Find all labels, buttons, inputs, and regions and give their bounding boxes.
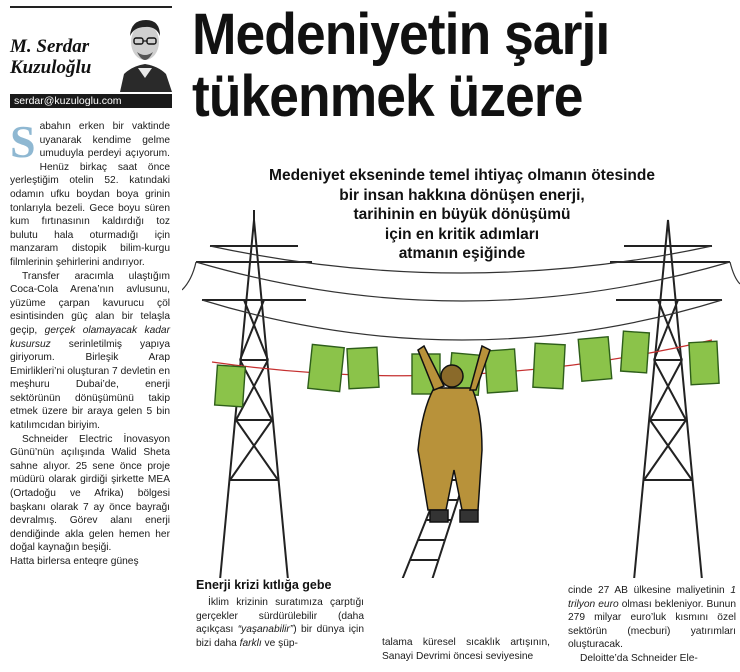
column2-text: İklim krizinin suratımıza çarptığı gerçekler sürdürülebilir (daha açıkçası “yaşanabilir”) bir dünya için bizi daha farklı ve şüp- [196,597,364,649]
headline-line2: tükenmek üzere [192,64,583,129]
column1-p4: Hatta birlersa enteqre güneş [10,556,139,567]
author-photo [116,12,174,92]
column1-p3: Schneider Electric İnovasyon Günü’nün açılışında Walid Sheta sahne alıyor. 25 sene önce proje müdürü olarak girdiği şirkette MEA (Ortadoğu ve Afrika) bölgesi başkanı olarak 7 ay önce bayrağı devralmış. Görev alanı enerji dendiğinde akla gelen hemen her doğal kaynağın beşiği. [10,433,170,554]
column1-p1: abahın erken bir vaktinde uyanarak kendime gelme umuduyla perdeyi açıyorum. Henüz birkaç saat önce yerleştiğim otelin 52. katındaki odamın ufku boydan boya grinin tonlarıyla bezeli. Gece boyu süren kum fırtınasının kaldırdığı toz bulutu hala oturmadığı için manzaram distopik bilim-kurgu filmlerinin şehirlerini andırıyor. [10,121,170,268]
subhead-line3: tarihinin en büyük dönüşümü [353,206,571,223]
column1-p2: Transfer aracımla ulaştığım Coca-Cola Arena’nın avlusunu, yüzüme çarpan kavurucu çöl esintisinden güç alan bir telaşla geçip, gerçek olamayacak kadar kusursuz serinletilmiş yapıya giriyorum. Birleşik Arap Emirlikleri’ni oluşturan 7 devletin en meşhuru Dubai’de, enerji sektörünün dönüşümünü takip etmek üzere bir araya gelen 5 bin katılımcıdan biriyim. [10,270,170,432]
column4-next: Deloitte’da Schneider Ele- [580,652,698,664]
dropcap: S [10,116,36,167]
subhead-line1: Medeniyet ekseninde temel ihtiyaç olmanın ötesinde [269,167,655,184]
author-name-line1: M. Serdar [10,36,90,57]
subhead-line4: için en kritik adımları [384,225,540,243]
author-name [10,36,91,78]
subhead-line2: bir insan hakkına dönüşen enerji, [339,186,585,204]
worker-figure [418,346,490,522]
headline-line1: Medeniyetin şarjı [192,2,610,67]
column3-text: talama küresel sıcaklık artışının, Sanayi Devrimi öncesi seviyesine [382,637,550,662]
subhead-line5: atmanın eşiğinde [398,245,526,262]
right-pylon [610,220,730,578]
headline [192,4,692,128]
section-heading: Enerji krizi kıtlığa gebe [196,578,332,592]
column4-italic: 1 trilyon euro [568,585,736,610]
column1-p2-italic: gerçek olamayacak kadar kusursuz [10,324,170,350]
column2-italic: “yaşanabilir” [237,624,294,636]
subheadline [210,166,714,264]
author-sidebar [0,0,176,672]
column1-text [10,116,170,569]
column2-italic2: farklı [239,637,262,649]
column4-text: cinde 27 AB ülkesine maliyetinin 1 trilyon euro olması bekleniyor. Bunun 279 milyar euro’luk kısmını özel sektörün (mecburi) yatırımları oluşturacak. Deloitte’da Schneider Ele- [568,585,736,664]
author-name-line2: Kuzuloğlu [10,57,92,78]
left-pylon [196,210,312,578]
author-email: serdar@kuzuloglu.com [10,94,172,108]
